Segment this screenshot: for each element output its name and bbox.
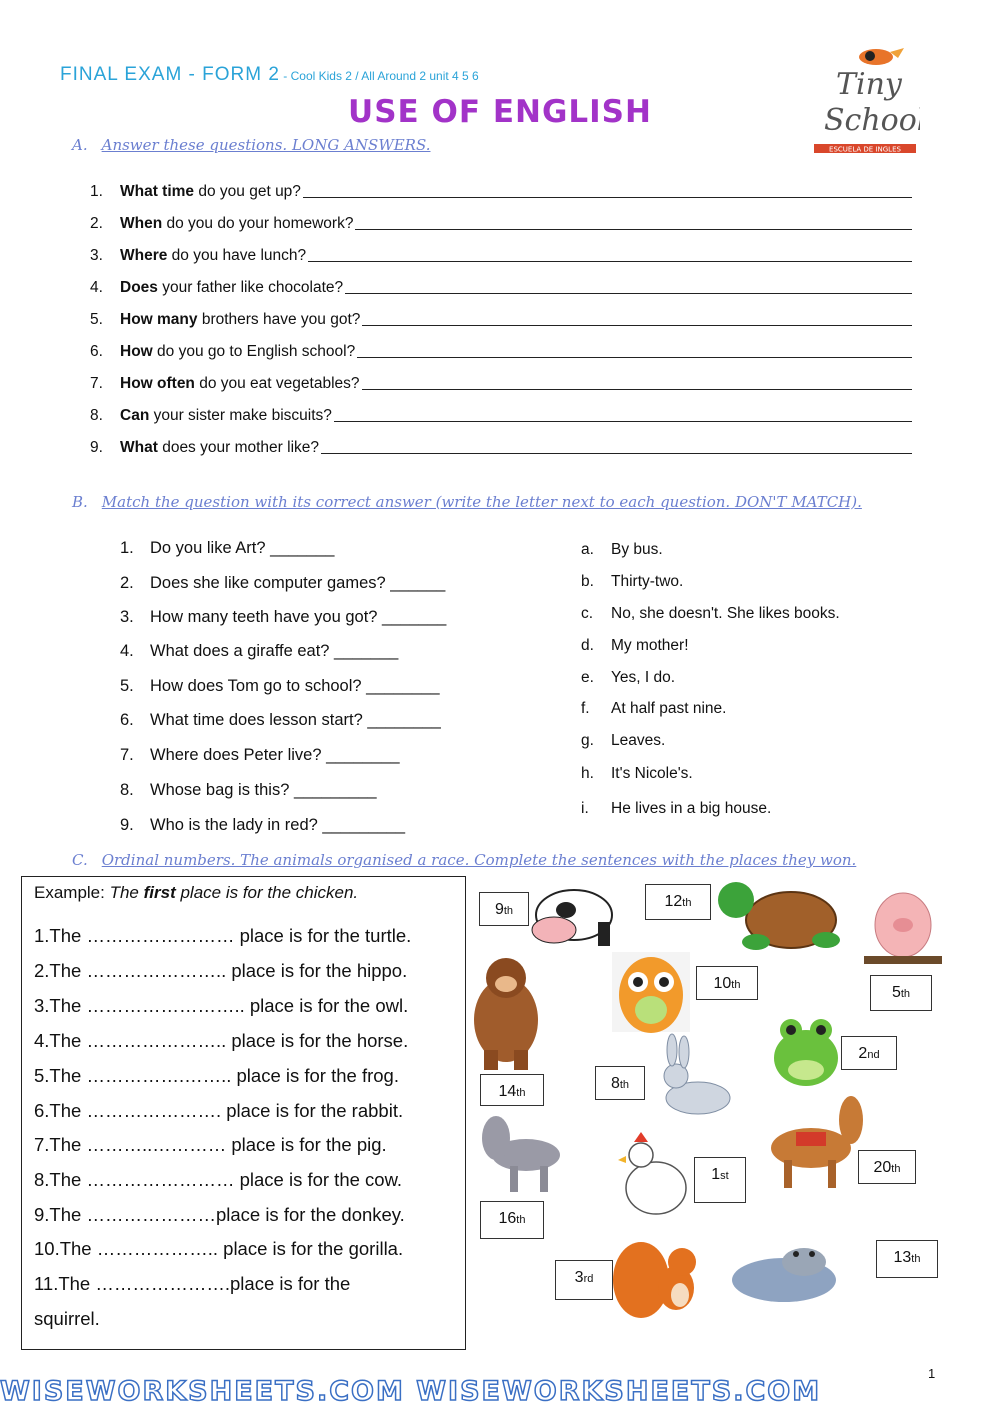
ordinal-label: 13th (876, 1240, 938, 1278)
question-text: do you do your homework? (162, 215, 354, 232)
owl-icon (612, 952, 690, 1033)
match-answer: e. Yes, I do. (581, 669, 676, 686)
turtle-icon (718, 882, 840, 950)
hippo-icon (732, 1248, 836, 1302)
question-number: 5. (90, 311, 103, 328)
match-answer: b. Thirty-two. (581, 573, 684, 590)
match-question[interactable]: 5. How does Tom go to school? ________ (120, 677, 440, 695)
match-answer: d. My mother! (581, 637, 689, 654)
question-text: do you go to English school? (152, 343, 356, 360)
question-row (90, 309, 912, 329)
answer-line[interactable] (362, 389, 912, 390)
question-number: 1. (90, 183, 103, 200)
section-a-heading: A. Answer these questions. LONG ANSWERS. (72, 136, 431, 154)
exam-title: FINAL EXAM - FORM 2 (60, 64, 280, 85)
match-question[interactable]: 9. Who is the lady in red? _________ (120, 816, 406, 834)
question-keyword: Where (120, 247, 168, 264)
match-question[interactable]: 3. How many teeth have you got? _______ (120, 608, 447, 626)
example-sentence: Example: The first place is for the chicken. (34, 883, 359, 902)
logo-tagline: ESCUELA DE INGLES (829, 145, 901, 154)
page-title: USE OF ENGLISH (348, 94, 652, 130)
question-row (90, 341, 912, 361)
ordinal-sentence[interactable]: 1.The …………………… place is for the turtle. (34, 925, 412, 946)
ordinal-sentence[interactable]: 6.The …………………. place is for the rabbit. (34, 1100, 404, 1121)
section-b-heading: B. Match the question with its correct answer (write the letter next to each question. DON'T MATCH). (72, 493, 862, 511)
question-text: do you get up? (194, 183, 301, 200)
question-keyword: What time (120, 183, 195, 200)
match-question[interactable]: 7. Where does Peter live? ________ (120, 746, 400, 764)
logo-word-school: School (824, 103, 920, 138)
question-keyword: Can (120, 407, 150, 424)
horse-icon (771, 1096, 863, 1188)
answer-line[interactable] (357, 357, 912, 358)
question-keyword: How often (120, 375, 195, 392)
page-number: 1 (928, 1366, 936, 1381)
question-number: 9. (90, 439, 103, 456)
question-keyword: When (120, 215, 163, 232)
donkey-icon (482, 1116, 560, 1192)
ordinal-sentence[interactable]: 8.The …………………… place is for the cow. (34, 1169, 403, 1190)
answer-line[interactable] (321, 453, 912, 454)
question-text: do you have lunch? (167, 247, 307, 264)
ordinal-label: 20th (858, 1150, 916, 1184)
question-row (90, 181, 912, 201)
ordinal-sentence[interactable]: 4.The ………………….. place is for the horse. (34, 1030, 409, 1051)
question-keyword: Does (120, 279, 158, 296)
ordinal-sentence[interactable]: 10.The ……………….. place is for the gorilla. (34, 1238, 404, 1259)
answer-line[interactable] (345, 293, 912, 294)
animals-illustration (466, 870, 986, 1350)
question-number: 8. (90, 407, 103, 424)
match-answer: f. At half past nine. (581, 700, 727, 717)
frog-icon (774, 1019, 838, 1086)
answer-line[interactable] (362, 325, 912, 326)
question-number: 6. (90, 343, 103, 360)
question-row (90, 373, 912, 393)
ordinal-label: 10th (696, 966, 758, 1000)
question-number: 3. (90, 247, 103, 264)
ordinal-sentence[interactable]: 9.The …………………place is for the donkey. (34, 1204, 405, 1225)
logo-bird-icon (859, 48, 904, 65)
question-number: 4. (90, 279, 103, 296)
question-keyword: How many (120, 311, 198, 328)
answer-line[interactable] (308, 261, 912, 262)
match-question[interactable]: 6. What time does lesson start? ________ (120, 711, 441, 729)
section-c-heading: C. Ordinal numbers. The animals organised a race. Complete the sentences with the places they won. (72, 851, 857, 869)
question-text: your father like chocolate? (157, 279, 344, 296)
ordinal-label: 1st (694, 1157, 746, 1203)
ordinal-label: 14th (480, 1074, 544, 1106)
question-text: does your mother like? (157, 439, 319, 456)
squirrel-icon (613, 1242, 696, 1318)
question-text: your sister make biscuits? (149, 407, 332, 424)
ordinal-label: 9th (479, 892, 529, 926)
answer-line[interactable] (303, 197, 912, 198)
ordinal-label: 3rd (555, 1260, 613, 1300)
question-text: do you eat vegetables? (194, 375, 360, 392)
ordinal-sentence[interactable]: 5.The …………….…….. place is for the frog. (34, 1065, 399, 1086)
match-question[interactable]: 4. What does a giraffe eat? _______ (120, 642, 399, 660)
logo-word-tiny: Tiny (836, 67, 902, 102)
exam-header (60, 64, 479, 86)
cow-icon (532, 890, 612, 946)
ordinal-sentence[interactable]: 2.The ………………….. place is for the hippo. (34, 960, 408, 981)
question-number: 7. (90, 375, 103, 392)
rabbit-icon (664, 1034, 730, 1114)
match-answer: a. By bus. (581, 541, 663, 558)
match-question[interactable]: 1. Do you like Art? _______ (120, 539, 335, 557)
ordinal-label: 16th (480, 1201, 544, 1239)
question-number: 2. (90, 215, 103, 232)
match-question[interactable]: 2. Does she like computer games? ______ (120, 574, 446, 592)
question-keyword: How (120, 343, 153, 360)
question-row (90, 213, 912, 233)
match-answer: h. It's Nicole's. (581, 765, 693, 782)
ordinal-sentence[interactable]: 11.The ………………….place is for the (34, 1273, 351, 1294)
question-text: brothers have you got? (197, 311, 361, 328)
ordinal-label: 8th (595, 1066, 645, 1100)
watermark-footer: WISEWORKSHEETS.COM WISEWORKSHEETS.COM (0, 1376, 822, 1407)
ordinal-sentence[interactable]: 3.The …………………….. place is for the owl. (34, 995, 409, 1016)
question-row (90, 277, 912, 297)
gorilla-icon (474, 958, 538, 1070)
match-answer: g. Leaves. (581, 732, 666, 749)
question-row (90, 405, 912, 425)
match-answer: i. He lives in a big house. (581, 800, 772, 817)
match-question[interactable]: 8. Whose bag is this? _________ (120, 781, 377, 799)
question-row (90, 245, 912, 265)
question-keyword: What (120, 439, 158, 456)
exam-subtitle: - Cool Kids 2 / All Around 2 unit 4 5 6 (279, 69, 479, 83)
question-row (90, 437, 912, 457)
pig-icon (864, 893, 942, 964)
ordinal-sentence[interactable]: 7.The ………..………… place is for the pig. (34, 1134, 387, 1155)
ordinal-label: 12th (645, 884, 711, 920)
ordinal-sentence: squirrel. (34, 1308, 100, 1329)
answer-line[interactable] (355, 229, 912, 230)
ordinal-label: 5th (870, 975, 932, 1011)
ordinal-label: 2nd (841, 1036, 897, 1070)
match-answer: c. No, she doesn't. She likes books. (581, 605, 840, 622)
chicken-icon (618, 1132, 686, 1214)
school-logo (812, 44, 920, 156)
answer-line[interactable] (334, 421, 912, 422)
